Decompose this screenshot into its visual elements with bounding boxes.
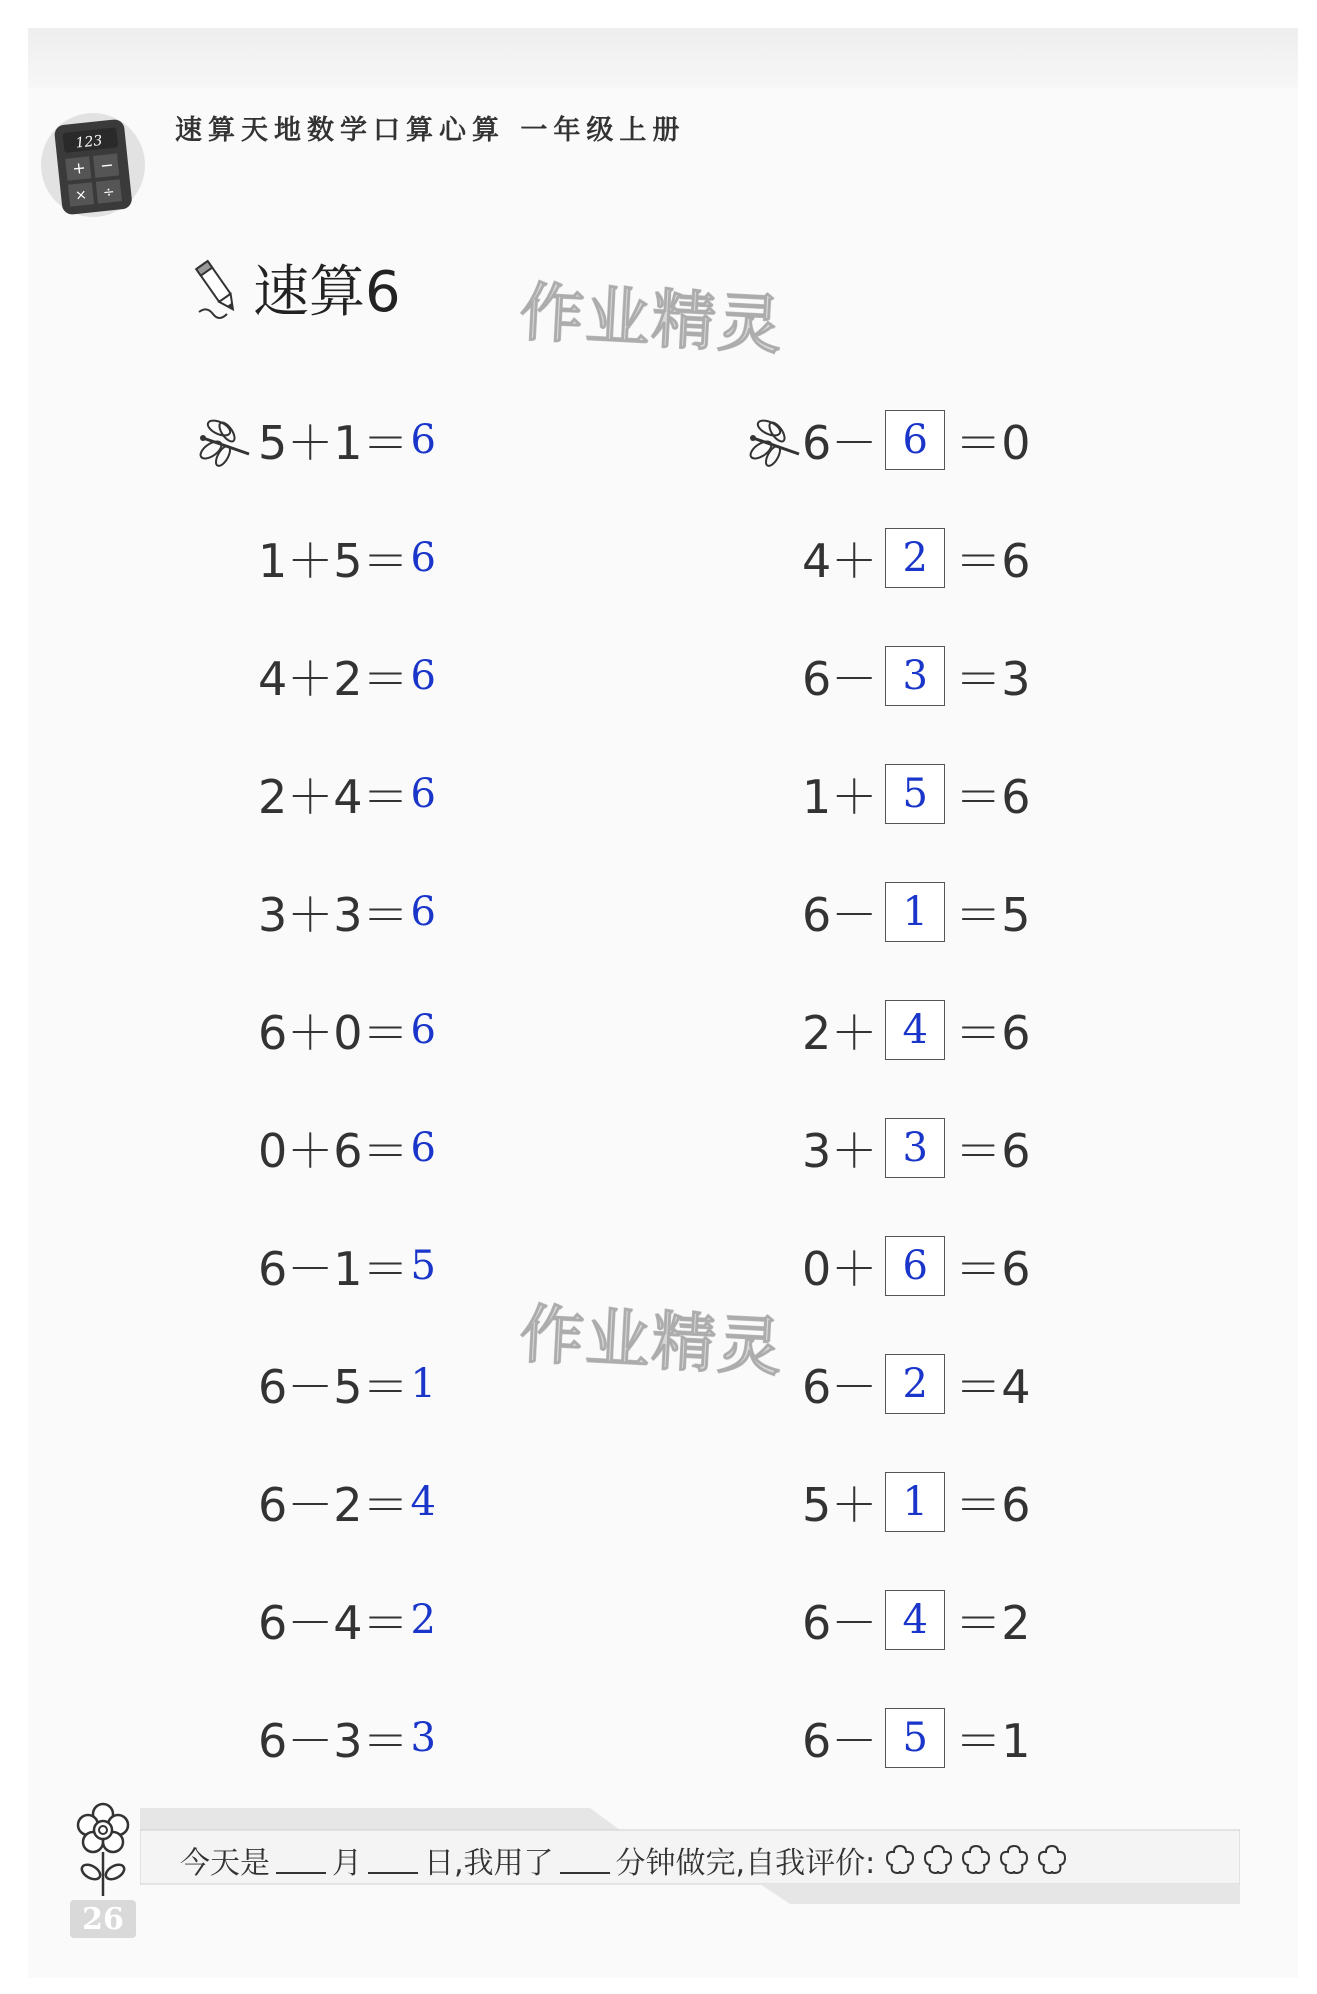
answer: 6 — [410, 535, 436, 581]
left-problem-10 — [258, 1472, 436, 1532]
answer: 3 — [902, 1125, 928, 1171]
expression: 3＋3＝ — [258, 888, 409, 942]
answer: 6 — [410, 653, 436, 699]
expression-right: ＝2 — [955, 1596, 1031, 1650]
expression-left: 6－ — [802, 416, 878, 470]
expression-right: ＝1 — [955, 1714, 1031, 1768]
expression-left: 0＋ — [802, 1242, 878, 1296]
left-problem-5 — [258, 882, 436, 942]
expression-left: 5＋ — [802, 1478, 878, 1532]
expression-left: 6－ — [802, 652, 878, 706]
expression-left: 6－ — [802, 1596, 878, 1650]
expression: 6＋0＝ — [258, 1006, 409, 1060]
footer-text-rating: 分钟做完,自我评价: — [615, 1846, 876, 1881]
answer-box[interactable] — [885, 1236, 945, 1296]
answer: 1 — [410, 1361, 436, 1407]
expression: 2＋4＝ — [258, 770, 409, 824]
expression-right: ＝6 — [955, 534, 1031, 588]
answer-box[interactable] — [885, 1472, 945, 1532]
expression-right: ＝6 — [955, 770, 1031, 824]
left-problem-4 — [258, 764, 436, 824]
expression-right: ＝4 — [955, 1360, 1031, 1414]
answer: 6 — [902, 417, 928, 463]
expression: 6－2＝ — [258, 1478, 409, 1532]
expression: 5＋1＝ — [258, 416, 409, 470]
right-problem-10 — [802, 1472, 1031, 1532]
answer-box[interactable] — [885, 410, 945, 470]
expression-right: ＝6 — [955, 1478, 1031, 1532]
answer-box[interactable] — [885, 764, 945, 824]
answer-box[interactable] — [885, 1000, 945, 1060]
answer-box[interactable] — [885, 1118, 945, 1178]
expression-left: 3＋ — [802, 1124, 878, 1178]
footer-record-line — [180, 1838, 1071, 1882]
expression-right: ＝0 — [955, 416, 1031, 470]
expression: 4＋2＝ — [258, 652, 409, 706]
expression-left: 2＋ — [802, 1006, 878, 1060]
expression-right: ＝5 — [955, 888, 1031, 942]
answer: 6 — [902, 1243, 928, 1289]
answer-box[interactable] — [885, 646, 945, 706]
right-problem-3 — [802, 646, 1031, 706]
answer: 1 — [902, 1479, 928, 1525]
expression: 6－4＝ — [258, 1596, 409, 1650]
expression: 6－3＝ — [258, 1714, 409, 1768]
right-problem-9 — [802, 1354, 1031, 1414]
footer-text-today: 今天是 — [180, 1846, 270, 1881]
expression-right: ＝6 — [955, 1242, 1031, 1296]
expression-left: 1＋ — [802, 770, 878, 824]
rating-flowers — [881, 1843, 1071, 1877]
pencil-icon — [193, 256, 243, 320]
expression: 6－1＝ — [258, 1242, 409, 1296]
answer: 3 — [410, 1715, 436, 1761]
right-problem-1 — [802, 410, 1031, 470]
right-problem-12 — [802, 1708, 1031, 1768]
section-title: 速算6 — [253, 260, 401, 325]
right-problem-8 — [802, 1236, 1031, 1296]
rating-flower-icon[interactable] — [995, 1843, 1033, 1877]
rating-flower-icon[interactable] — [1033, 1843, 1071, 1877]
answer: 5 — [902, 771, 928, 817]
watermark-top: 作业精灵 — [517, 276, 786, 364]
right-problem-7 — [802, 1118, 1031, 1178]
footer-text-month: 月 — [332, 1846, 362, 1881]
expression-left: 6－ — [802, 888, 878, 942]
answer: 6 — [410, 889, 436, 935]
answer: 6 — [410, 417, 436, 463]
expression: 1＋5＝ — [258, 534, 409, 588]
answer: 4 — [902, 1007, 928, 1053]
answer-box[interactable] — [885, 1708, 945, 1768]
minutes-blank[interactable] — [560, 1846, 610, 1874]
svg-text:×: × — [74, 186, 88, 204]
footer-text-day: 日,我用了 — [424, 1846, 554, 1881]
answer: 2 — [902, 1361, 928, 1407]
answer: 1 — [902, 889, 928, 935]
answer: 6 — [410, 1007, 436, 1053]
rating-flower-icon[interactable] — [957, 1843, 995, 1877]
watermark-middle: 作业精灵 — [517, 1298, 786, 1386]
dragonfly-icon — [195, 418, 253, 468]
right-problem-2 — [802, 528, 1031, 588]
rating-flower-icon[interactable] — [881, 1843, 919, 1877]
right-problem-5 — [802, 882, 1031, 942]
top-band — [28, 28, 1298, 88]
answer: 6 — [410, 771, 436, 817]
answer: 2 — [410, 1597, 436, 1643]
left-problem-1 — [258, 410, 436, 470]
answer: 4 — [902, 1597, 928, 1643]
svg-text:−: − — [99, 154, 115, 176]
left-problem-9 — [258, 1354, 436, 1414]
answer: 5 — [410, 1243, 436, 1289]
expression: 0＋6＝ — [258, 1124, 409, 1178]
answer: 2 — [902, 535, 928, 581]
section-heading — [193, 248, 401, 328]
badge-text: 123 — [74, 132, 104, 152]
answer-box[interactable] — [885, 882, 945, 942]
left-problem-3 — [258, 646, 436, 706]
left-problem-8 — [258, 1236, 436, 1296]
right-problem-6 — [802, 1000, 1031, 1060]
book-title: 速算天地数学口算心算 一年级上册 — [175, 115, 686, 146]
answer-box[interactable] — [885, 1590, 945, 1650]
left-problem-6 — [258, 1000, 436, 1060]
answer: 3 — [902, 653, 928, 699]
left-problem-11 — [258, 1590, 436, 1650]
left-problem-12 — [258, 1708, 436, 1768]
month-blank[interactable] — [276, 1846, 326, 1874]
expression-right: ＝6 — [955, 1124, 1031, 1178]
rating-flower-icon[interactable] — [919, 1843, 957, 1877]
answer: 6 — [410, 1125, 436, 1171]
expression-right: ＝3 — [955, 652, 1031, 706]
expression: 6－5＝ — [258, 1360, 409, 1414]
svg-text:÷: ÷ — [102, 183, 116, 202]
left-problem-7 — [258, 1118, 436, 1178]
answer: 4 — [410, 1479, 436, 1525]
page-number: 26 — [70, 1900, 136, 1938]
left-problem-2 — [258, 528, 436, 588]
flower-icon — [68, 1800, 138, 1900]
expression-right: ＝6 — [955, 1006, 1031, 1060]
dragonfly-icon — [745, 418, 803, 468]
svg-text:+: + — [71, 157, 87, 179]
day-blank[interactable] — [368, 1846, 418, 1874]
answer-box[interactable] — [885, 528, 945, 588]
expression-left: 6－ — [802, 1360, 878, 1414]
answer: 5 — [902, 1715, 928, 1761]
right-problem-11 — [802, 1590, 1031, 1650]
right-problem-4 — [802, 764, 1031, 824]
calculator-icon — [28, 100, 158, 230]
answer-box[interactable] — [885, 1354, 945, 1414]
expression-left: 6－ — [802, 1714, 878, 1768]
expression-left: 4＋ — [802, 534, 878, 588]
